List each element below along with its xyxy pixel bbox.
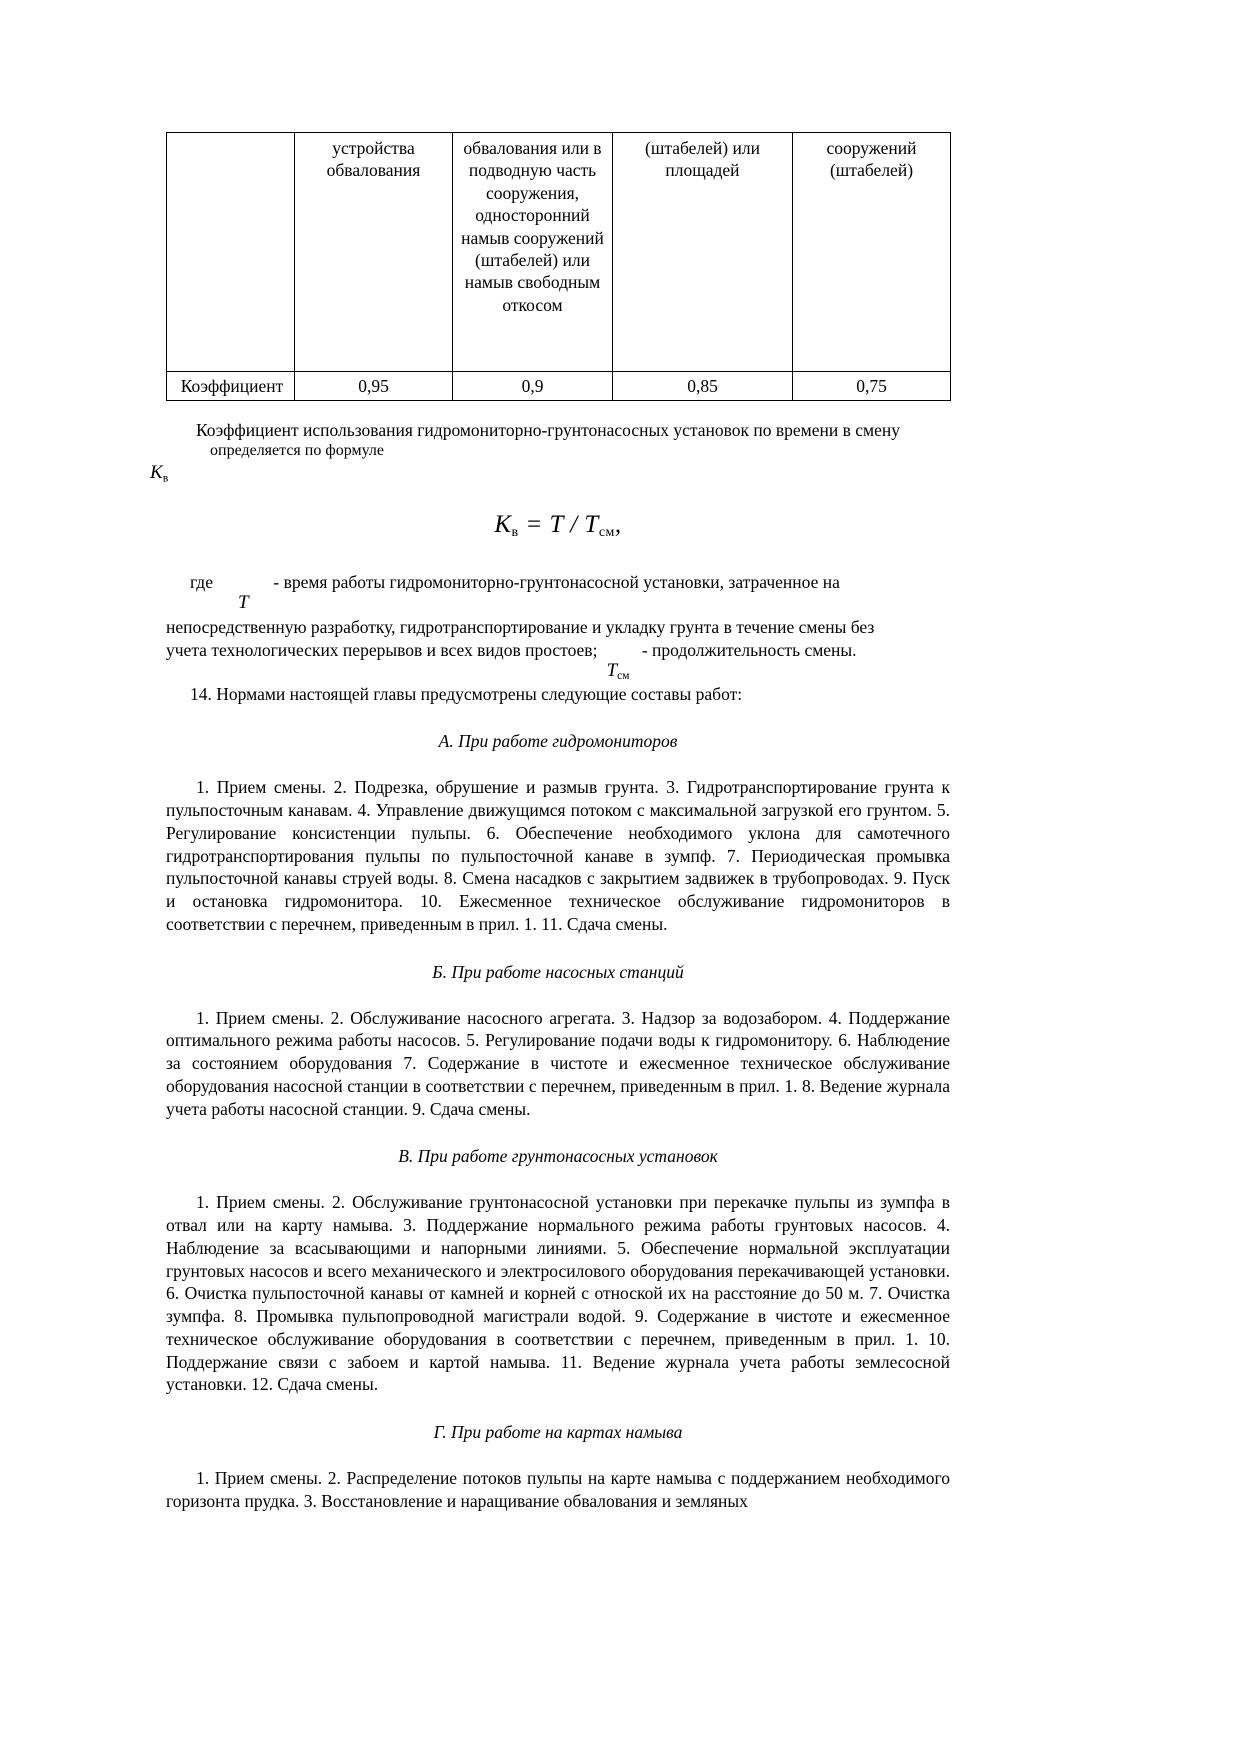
- item-14-paragraph: 14. Нормами настоящей главы предусмотрены следующие составы работ:: [190, 683, 743, 704]
- where-dash: -: [273, 572, 280, 593]
- section-heading-v: В. При работе грунтонасосных установок: [398, 1146, 718, 1167]
- formula-lhs: K: [494, 511, 512, 539]
- table-header-cell-4: сооружений (штабелей): [793, 133, 951, 372]
- intro-line-2: определяется по формуле: [210, 441, 384, 459]
- where-word: где: [190, 572, 213, 593]
- section-heading-b: Б. При работе насосных станций: [432, 961, 684, 982]
- table-row: [167, 372, 951, 401]
- coefficient-table: [166, 132, 951, 401]
- symbol-kv: [150, 462, 168, 485]
- formula-kv: [166, 511, 950, 541]
- section-body-a: 1. Прием смены. 2. Подрезка, обрушение и размыв грунта. 3. Гидротранспортирование грунта к пульпосточным канавам. 4. Управление движущимся потоком с максимальной загрузкой его грунтом. 5. Регулирование консистенции пульпы. 6. Обеспечение необходимого уклона для самотечного гидротранспортирования пульпы по пульпосточной канаве в зумпф. 7. Периодическая промывка пульпосточной канавы струей воды. 8. Смена насадков с закрытием задвижек в трубопроводах. 9. Пуск и остановка гидромонитора. 10. Ежесменное техническое обслуживание гидромониторов в соответствии с перечнем, приведенным в прил. 1. 11. Сдача смены.: [166, 777, 950, 934]
- section-body-g: 1. Прием смены. 2. Распределение потоков пульпы на карте намыва с поддержанием необходимого горизонта прудка. 3. Восстановление и наращивание обвалования и земляных: [166, 1468, 950, 1511]
- coefficient-value-2: 0,85: [613, 372, 793, 401]
- section-body-v: 1. Прием смены. 2. Обслуживание грунтонасосной установки при перекачке пульпы из зумпфа в отвал или на карту намыва. 3. Поддержание нормального режима работы грунтовых насосов. 4. Наблюдение за всасывающими и напорными линиями. 5. Обеспечение нормальной эксплуатации грунтовых насосов и всего механического и электросилового оборудования перекачивающей установки. 6. Очистка пульпосточной канавы от камней и корней с отноской их на расстояние до 50 м. 7. Очистка зумпфа. 8. Промывка пульпопроводной магистрали водой. 9. Содержание в чистоте и ежесменное техническое обслуживание оборудования в соответствии с перечнем, приведенным в прил. 1. 10. Поддержание связи с забоем и картой намыва. 11. Ведение журнала учета работы землесосной установки. 12. Сдача смены.: [166, 1192, 950, 1395]
- table-header-cell-1: устройства обвалования: [295, 133, 453, 372]
- formula-slash: /: [563, 511, 585, 539]
- table-header-cell-3: (штабелей) или площадей: [613, 133, 793, 372]
- where-line-3: [166, 639, 950, 662]
- symbol-tsm: [286, 660, 950, 682]
- row-label-coefficient: Коэффициент: [167, 372, 295, 401]
- symbol-tsm-subscript: см: [617, 670, 630, 683]
- where-line-3-part-2: - продолжительность смены.: [641, 639, 857, 660]
- formula-numerator: T: [549, 511, 564, 539]
- formula-lhs-subscript: в: [511, 525, 519, 541]
- table-header-cell-2: обвалования или в подводную часть сооружения, односторонний намыв сооружений (штабелей) или намыв свободным откосом: [453, 133, 613, 372]
- symbol-kv-letter: K: [150, 461, 163, 483]
- symbol-t: T: [238, 591, 249, 613]
- where-text-after-symbol: время работы гидромониторно-грунтонасосной установки, затраченное на: [283, 572, 840, 593]
- formula-equals: =: [518, 511, 550, 539]
- coefficient-value-3: 0,75: [793, 372, 951, 401]
- section-body-b: 1. Прием смены. 2. Обслуживание насосного агрегата. 3. Надзор за водозабором. 4. Поддержание оптимального режима работы насосов. 5. Регулирование подачи воды к гидромонитору. 6. Наблюдение за состоянием оборудования 7. Содержание в чистоте и ежесменное техническое обслуживание оборудования насосной станции в соответствии с перечнем, приведенным в прил. 1. 8. Ведение журнала учета работы насосной станции. 9. Сдача смены.: [166, 1007, 950, 1119]
- table-header-cell-0: [167, 133, 295, 372]
- symbol-tsm-letter: T: [606, 660, 618, 682]
- formula-denominator: T: [584, 511, 599, 539]
- where-line-3-part-1: учета технологических перерывов и всех видов простоев;: [166, 639, 598, 660]
- formula-trailing-comma: ,: [614, 511, 622, 539]
- section-heading-g: Г. При работе на картах намыва: [433, 1422, 683, 1443]
- formula-denominator-subscript: см: [598, 525, 615, 541]
- table-header-row: [167, 133, 951, 372]
- coefficient-value-1: 0,9: [453, 372, 613, 401]
- section-heading-a: А. При работе гидромониторов: [438, 731, 678, 752]
- coefficient-value-0: 0,95: [295, 372, 453, 401]
- where-block: [166, 571, 950, 614]
- intro-line-1: Коэффициент использования гидромониторно-грунтонасосных установок по времени в смену: [196, 420, 900, 440]
- symbol-kv-wrapper: [142, 460, 950, 485]
- intro-paragraph: [166, 419, 950, 460]
- symbol-kv-subscript: в: [162, 471, 169, 485]
- page-content: [150, 132, 950, 1513]
- where-line-2: непосредственную разработку, гидротранспортирование и укладку грунта в течение смены без: [166, 616, 875, 637]
- where-line-1: [166, 571, 950, 594]
